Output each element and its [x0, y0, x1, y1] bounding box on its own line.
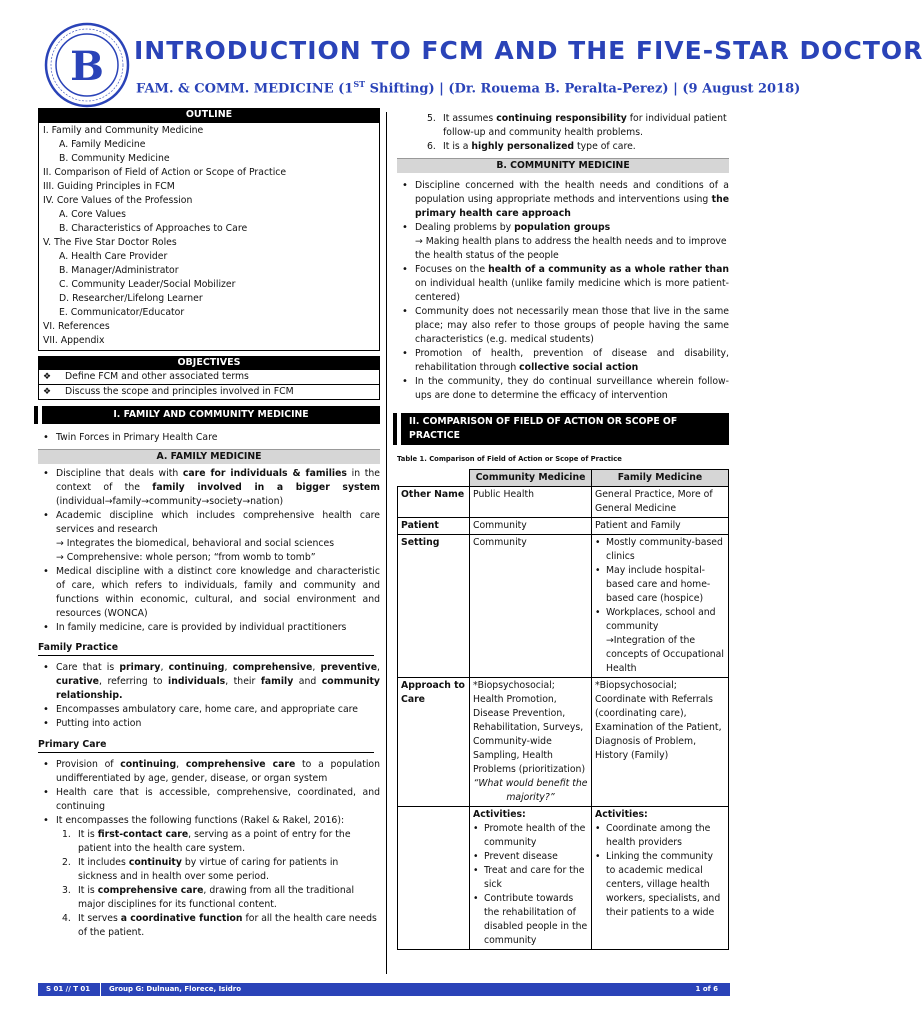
objectives-heading: OBJECTIVES [38, 356, 380, 370]
left-column [38, 108, 380, 940]
row-label: Other Name [398, 487, 470, 518]
numbered-item: 2. It includes continuity by virtue of caring for patients in sickness and in health over some period. [62, 857, 339, 882]
list-item: • Health care that is accessible, comprehensive, coordinated, and continuing [38, 786, 380, 814]
outline-item: V. The Five Star Doctor Roles [43, 237, 177, 248]
table-cell: General Practice, More of General Medicine [592, 487, 729, 518]
cell-list-item: • Coordinate among the health providers [595, 822, 725, 850]
comparison-table [397, 469, 729, 950]
outline-item: VI. References [43, 321, 110, 332]
list-item: • Dealing problems by population groups [397, 221, 729, 235]
outline-item: VII. Appendix [43, 335, 105, 346]
logo-letter: B [70, 43, 104, 90]
table-cell: Patient and Family [592, 518, 729, 535]
cell-list-item: • Prevent disease [473, 850, 588, 864]
outline-item: I. Family and Community Medicine [43, 125, 204, 136]
list-item: • Provision of continuing, comprehensive care to a population undifferentiated by age, gender, disease, or organ system [38, 758, 380, 786]
numbered-item: 3. It is comprehensive care, drawing from all the traditional major disciplines for its functional content. [62, 885, 355, 910]
list-item: • Promotion of health, prevention of disease and disability, rehabilitation through collective social action [397, 347, 729, 375]
cell-list-item: • Mostly community-based clinics [595, 536, 725, 564]
activities-label: Activities: [473, 809, 526, 820]
list-item: • Focuses on the health of a community as a whole rather than on individual health (unlike family medicine which is more patient-centered) [397, 263, 729, 305]
table-header-row [398, 470, 729, 487]
activities-label: Activities: [595, 809, 648, 820]
outline-heading: OUTLINE [38, 108, 380, 122]
numbered-item: 4. It serves a coordinative function for all the health care needs of the patient. [62, 913, 377, 938]
list-item: • Care that is primary, continuing, comprehensive, preventive, curative, referring to individuals, their family and community relationship. [38, 661, 380, 703]
row-label: Patient [398, 518, 470, 535]
subsection-heading-community-medicine: B. COMMUNITY MEDICINE [397, 158, 729, 173]
list-item: • Discipline concerned with the health needs and conditions of a population using appropriate methods and interventions using the primary health care approach [397, 179, 729, 221]
outline-item: E. Communicator/Educator [59, 307, 185, 318]
table-caption: Table 1. Comparison of Field of Action or Scope of Practice [397, 455, 622, 463]
numbered-item: 1. It is first-contact care, serving as a point of entry for the patient into the health care system. [62, 829, 351, 854]
section-heading-comparison: II. COMPARISON OF FIELD OF ACTION OR SCOPE OF PRACTICE [397, 413, 729, 445]
outline-box [38, 122, 380, 351]
heading-family-practice: Family Practice [38, 640, 374, 656]
list-item: • Putting into action [38, 717, 380, 731]
footer-code: S 01 // T 01 [46, 985, 91, 993]
outline-item: D. Researcher/Lifelong Learner [59, 293, 203, 304]
outline-item: III. Guiding Principles in FCM [43, 181, 175, 192]
arrow-note: → Making health plans to address the health needs and to improve the health status of the people [415, 236, 727, 261]
table-row [398, 535, 729, 678]
outline-item: C. Community Leader/Social Mobilizer [59, 279, 236, 290]
row-label: Approach to Care [398, 678, 470, 807]
table-cell: *Biopsychosocial; Health Promotion, Disease Prevention, Rehabilitation, Surveys, Community-wide Sampling, Health Problems (prioritization) “What would benefit the majority?” [470, 678, 592, 807]
cell-list-item: • Contribute towards the rehabilitation of disabled people in the community [473, 892, 588, 948]
table-cell [592, 807, 729, 950]
table-cell: *Biopsychosocial; Coordinate with Referrals (coordinating care), Examination of the Patient, Diagnosis of Problem, History (Family) [592, 678, 729, 807]
outline-item: B. Characteristics of Approaches to Care [59, 223, 248, 234]
list-item: • Encompasses ambulatory care, home care, and appropriate care [38, 703, 380, 717]
arrow-note: → Integrates the biomedical, behavioral and social sciences [56, 538, 335, 549]
right-column [397, 112, 729, 950]
list-item: • Medical discipline with a distinct core knowledge and characteristic of care, which refers to individuals, family and community and functions within economic, cultural, and social environment and resources (WONCA) [38, 565, 380, 621]
table-row [398, 678, 729, 807]
list-item: • In family medicine, care is provided by individual practitioners [38, 621, 380, 635]
outline-item: A. Family Medicine [59, 139, 146, 150]
page-number: 1 of 6 [695, 985, 718, 993]
table-cell: Community [470, 535, 592, 678]
numbered-item: 5. It assumes continuing responsibility for individual patient follow-up and community health problems. [427, 113, 727, 138]
subsection-heading-family-medicine: A. FAMILY MEDICINE [38, 449, 380, 464]
list-item: • Academic discipline which includes comprehensive health care services and research [38, 509, 380, 537]
table-cell [470, 807, 592, 950]
outline-item: B. Community Medicine [59, 153, 170, 164]
outline-item: II. Comparison of Field of Action or Scope of Practice [43, 167, 287, 178]
column-divider [386, 112, 387, 974]
list-item: • Community does not necessarily mean those that live in the same place; may also refer to those groups of people having the same characteristics (e.g. medical students) [397, 305, 729, 347]
column-header: Family Medicine [592, 470, 729, 487]
table-row [398, 807, 729, 950]
cell-list-item: • Promote health of the community [473, 822, 588, 850]
arrow-note: → Comprehensive: whole person; “from womb to tomb” [56, 552, 316, 563]
cell-list-item: • May include hospital-based care and home-based care (hospice) [595, 564, 725, 606]
section-heading-family-community-medicine: I. FAMILY AND COMMUNITY MEDICINE [38, 406, 380, 424]
cell-arrow-note: →Integration of the concepts of Occupational Health [606, 635, 724, 674]
cell-list-item: • Treat and care for the sick [473, 864, 588, 892]
numbered-item: 6. It is a highly personalized type of care. [427, 141, 636, 152]
outline-item: B. Manager/Administrator [59, 265, 179, 276]
page-footer [38, 983, 730, 996]
table-cell [592, 535, 729, 678]
cell-quote: “What would benefit the majority?” [473, 778, 588, 803]
table-row [398, 487, 729, 518]
objective-item: ❖ Define FCM and other associated terms [38, 370, 380, 385]
row-label: Setting [398, 535, 470, 678]
table-cell: Public Health [470, 487, 592, 518]
list-item: • Discipline that deals with care for individuals & families in the context of the family involved in a bigger system (individual→family→community→society→nation) [38, 467, 380, 509]
heading-primary-care: Primary Care [38, 737, 374, 753]
university-seal-logo [44, 22, 130, 108]
footer-group: Group G: Dulnuan, Florece, Isidro [100, 983, 241, 996]
list-item: • In the community, they do continual surveillance wherein follow-ups are done to determine the efficacy of intervention [397, 375, 729, 403]
objective-item: ❖ Discuss the scope and principles involved in FCM [38, 385, 380, 400]
cell-list-item: • Workplaces, school and community [595, 606, 725, 634]
document-title: INTRODUCTION TO FCM AND THE FIVE-STAR DOCTOR [134, 36, 923, 65]
table-cell: Community [470, 518, 592, 535]
outline-item: A. Health Care Provider [59, 251, 168, 262]
table-row [398, 518, 729, 535]
outline-item: IV. Core Values of the Profession [43, 195, 193, 206]
list-item: • Twin Forces in Primary Health Care [38, 431, 380, 445]
document-subtitle: FAM. & COMM. MEDICINE (1ST Shifting) | (Dr. Rouema B. Peralta-Perez) | (9 August 2018) [136, 79, 801, 97]
list-item: • It encompasses the following functions (Rakel & Rakel, 2016): [38, 814, 380, 828]
outline-item: A. Core Values [59, 209, 126, 220]
cell-list-item: • Linking the community to academic medical centers, village health workers, specialists, and their patients to a wide [595, 850, 725, 920]
column-header: Community Medicine [470, 470, 592, 487]
